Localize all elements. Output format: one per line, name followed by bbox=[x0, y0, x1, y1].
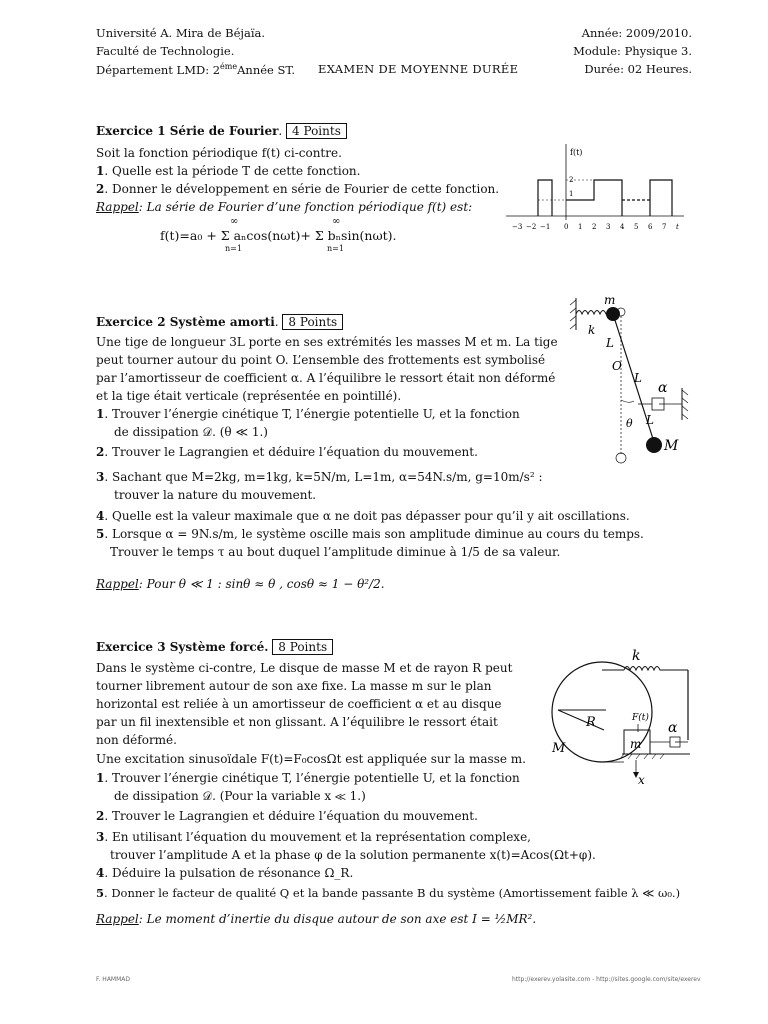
label-k: k bbox=[632, 648, 641, 664]
label-M: M bbox=[552, 741, 566, 756]
exam-title: EXAMEN DE MOYENNE DURÉE bbox=[318, 62, 519, 76]
ex2-question-5: 5. Lorsque α = 9N.s/m, le système oscille mais son amplitude diminue au cours du temps. bbox=[96, 527, 644, 541]
label-alpha: α bbox=[658, 380, 668, 396]
ex3-question-1: 1. Trouver l’énergie cinétique T, l’énergie potentielle U, et la fonction bbox=[96, 771, 520, 785]
label-alpha: α bbox=[668, 720, 678, 736]
graph-ytick-2: 2 bbox=[569, 176, 574, 184]
label-theta: θ bbox=[626, 417, 633, 430]
footer-links[interactable]: http://exerev.yolasite.com - http://sites.google.com/site/exerev bbox=[512, 976, 701, 983]
ex1-rappel: Rappel: La série de Fourier d’une fonction périodique f(t) est: bbox=[96, 200, 473, 214]
label-L-lower: L bbox=[646, 413, 654, 427]
ex3-question-3: 3. En utilisant l’équation du mouvement et la représentation complexe, bbox=[96, 830, 531, 844]
label-R: R bbox=[586, 715, 596, 730]
ex2-rappel: Rappel: Pour θ ≪ 1 : sinθ ≈ θ , cosθ ≈ 1 − θ²/2. bbox=[96, 577, 385, 591]
ex3-text-1: Dans le système ci-contre, Le disque de masse M et de rayon R peut bbox=[96, 661, 513, 675]
exercise-2-heading: Exercice 2 Système amorti. 8 Points bbox=[96, 315, 343, 329]
label-k: k bbox=[588, 323, 596, 337]
module-info: Module: Physique 3. bbox=[573, 44, 692, 58]
sum-top-2: ∞ bbox=[332, 216, 341, 227]
label-F: F(t) bbox=[632, 713, 649, 723]
sum-bottom-2: n=1 bbox=[327, 244, 344, 253]
graph-xtick: 2 bbox=[592, 223, 597, 231]
points-badge: 4 Points bbox=[286, 123, 347, 139]
label-O: O bbox=[612, 359, 622, 373]
ex3-question-1b: de dissipation 𝒟. (Pour la variable x ≪ 1.) bbox=[114, 789, 366, 803]
ex3-text-2: tourner librement autour de son axe fixe. La masse m sur le plan bbox=[96, 679, 492, 693]
ex3-text-6: Une excitation sinusoïdale F(t)=F₀cosΩt est appliquée sur la masse m. bbox=[96, 752, 526, 766]
ex1-question-1: 1. Quelle est la période T de cette fonction. bbox=[96, 164, 361, 178]
ex2-text-3: par l’amortisseur de coefficient α. A l’équilibre le ressort était non déformé bbox=[96, 371, 556, 385]
ex2-question-1b: de dissipation 𝒟. (θ ≪ 1.) bbox=[114, 425, 268, 439]
sum-top-1: ∞ bbox=[230, 216, 239, 227]
graph-xtick: 1 bbox=[578, 223, 583, 231]
ex3-question-2: 2. Trouver le Lagrangien et déduire l’équation du mouvement. bbox=[96, 809, 478, 823]
graph-xtick: 3 bbox=[606, 223, 611, 231]
graph-xtick: −2 bbox=[526, 223, 537, 231]
fourier-formula: f(t)=a₀ + Σ aₙcos(nωt)+ Σ bₙsin(nωt). bbox=[160, 228, 397, 243]
ex3-text-3: horizontal est reliée à un amortisseur de coefficient α et au disque bbox=[96, 697, 502, 711]
points-badge: 8 Points bbox=[282, 314, 343, 330]
label-m: m bbox=[630, 737, 642, 751]
graph-xtick: 6 bbox=[648, 223, 653, 231]
duration-info: Durée: 02 Heures. bbox=[584, 62, 692, 76]
points-badge: 8 Points bbox=[272, 639, 333, 655]
label-L-upper: L bbox=[606, 336, 614, 350]
ex3-question-3b: trouver l’amplitude A et la phase φ de la solution permanente x(t)=Acos(Ωt+φ). bbox=[110, 848, 596, 862]
label-L-middle: L bbox=[634, 371, 642, 385]
ex2-question-2: 2. Trouver le Lagrangien et déduire l’équation du mouvement. bbox=[96, 445, 478, 459]
graph-xtick: 5 bbox=[634, 223, 639, 231]
label-x: x bbox=[638, 773, 645, 787]
pendulum-figure bbox=[566, 292, 696, 472]
ex2-question-1: 1. Trouver l’énergie cinétique T, l’énergie potentielle U, et la fonction bbox=[96, 407, 520, 421]
ex2-question-3b: trouver la nature du mouvement. bbox=[114, 488, 317, 502]
ex1-text-1: Soit la fonction périodique f(t) ci-contre. bbox=[96, 146, 342, 160]
exercise-3-heading: Exercice 3 Système forcé. 8 Points bbox=[96, 640, 333, 654]
footer-author: F. HAMMAD bbox=[96, 976, 130, 983]
graph-xtick: 7 bbox=[662, 223, 667, 231]
year-info: Année: 2009/2010. bbox=[581, 26, 692, 40]
ex2-question-5b: Trouver le temps τ au bout duquel l’amplitude diminue à 1/5 de sa valeur. bbox=[110, 545, 561, 559]
graph-xtick: −3 bbox=[512, 223, 523, 231]
ex2-text-1: Une tige de longueur 3L porte en ses extrémités les masses M et m. La tige bbox=[96, 335, 558, 349]
department-line: Département LMD: $2^{éme}Année$ ST. bbox=[96, 62, 296, 77]
ex3-rappel: Rappel: Le moment d’inertie du disque autour de son axe est I = ½MR². bbox=[96, 912, 537, 926]
ex2-question-4: 4. Quelle est la valeur maximale que α ne doit pas dépasser pour qu’il y ait oscillations. bbox=[96, 509, 630, 523]
ex1-question-2: 2. Donner le développement en série de Fourier de cette fonction. bbox=[96, 182, 500, 196]
ex2-question-3: 3. Sachant que M=2kg, m=1kg, k=5N/m, L=1m, α=54N.s/m, g=10m/s² : bbox=[96, 470, 543, 484]
ex3-text-5: non déformé. bbox=[96, 733, 177, 747]
graph-xvar: t bbox=[676, 223, 679, 231]
forced-system-figure bbox=[540, 640, 700, 790]
graph-xtick: −1 bbox=[540, 223, 551, 231]
graph-ylabel: f(t) bbox=[570, 148, 583, 157]
graph-xtick: 4 bbox=[620, 223, 625, 231]
ex3-text-4: par un fil inextensible et non glissant. A l’équilibre le ressort était bbox=[96, 715, 498, 729]
faculty-name: Faculté de Technologie. bbox=[96, 44, 235, 58]
ex3-question-5: 5. Donner le facteur de qualité Q et la bande passante B du système (Amortissement faible λ ≪ ω₀.) bbox=[96, 886, 681, 900]
exercise-1-heading: Exercice 1 Série de Fourier. 4 Points bbox=[96, 124, 347, 138]
university-name: Université A. Mira de Béjaïa. bbox=[96, 26, 266, 40]
graph-ytick-1: 1 bbox=[569, 190, 574, 198]
ex2-text-4: et la tige était verticale (représentée en pointillé). bbox=[96, 389, 402, 403]
ex2-text-2: peut tourner autour du point O. L’ensemble des frottements est symbolisé bbox=[96, 353, 546, 367]
graph-xtick: 0 bbox=[564, 223, 569, 231]
sum-bottom-1: n=1 bbox=[225, 244, 242, 253]
label-M: M bbox=[664, 438, 679, 454]
periodic-signal-graph bbox=[506, 138, 686, 238]
ex3-question-4: 4. Déduire la pulsation de résonance Ω_R. bbox=[96, 866, 354, 880]
label-m: m bbox=[604, 293, 616, 307]
